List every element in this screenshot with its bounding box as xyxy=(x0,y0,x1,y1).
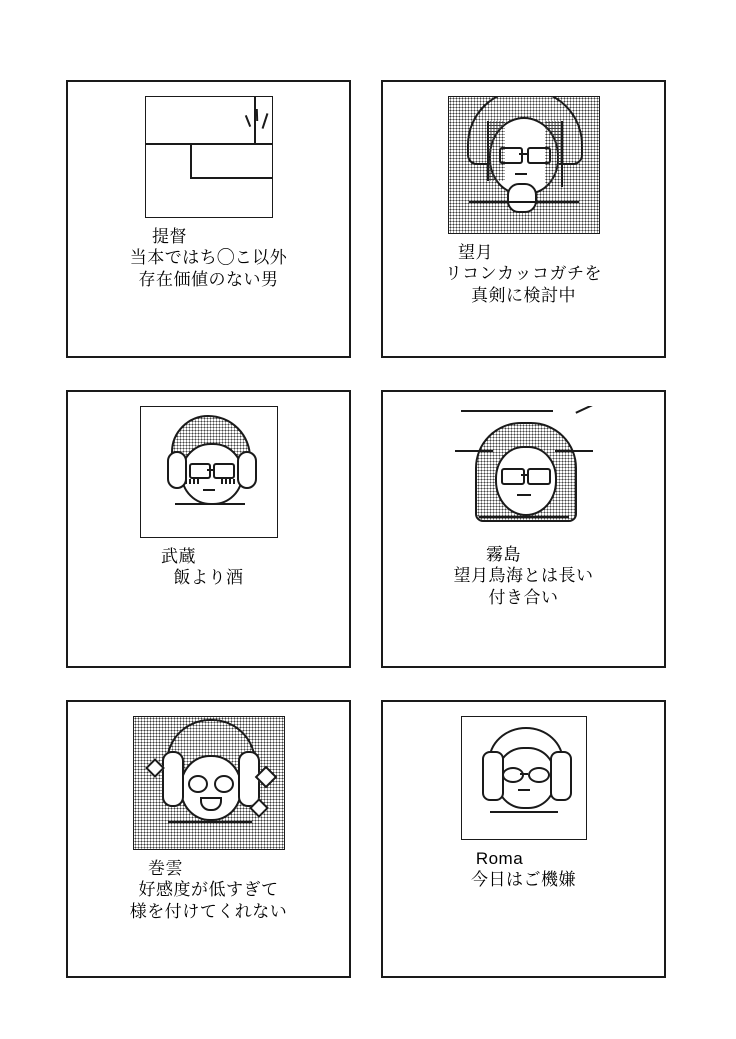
wall-line-right xyxy=(254,97,256,145)
glasses-bridge xyxy=(521,474,527,476)
panel-1-artwork xyxy=(145,96,273,218)
hair-antenna xyxy=(575,406,592,414)
glasses-lens-left-icon xyxy=(499,147,523,164)
glasses-bridge xyxy=(519,153,527,155)
eye-left xyxy=(188,775,208,793)
blush-right xyxy=(221,479,235,484)
hair-side-left xyxy=(162,751,184,807)
headgear-left xyxy=(455,450,493,452)
glasses-lens-right-icon xyxy=(528,767,550,783)
glasses-bridge xyxy=(520,773,528,775)
panel-5-artwork xyxy=(133,716,285,850)
glasses-lens-right-icon xyxy=(213,463,235,479)
mouth xyxy=(517,494,531,496)
headgear-right xyxy=(555,450,593,452)
wall-line-vertical xyxy=(190,143,192,179)
panel-5-caption xyxy=(68,858,349,922)
panel-2 xyxy=(381,80,666,358)
panel-5-caption-line-2: 様を付けてくれない xyxy=(129,901,288,921)
glasses-bridge xyxy=(207,469,213,471)
glasses-lens-left-icon xyxy=(189,463,211,479)
glasses-lens-left-icon xyxy=(502,767,524,783)
shoulders xyxy=(490,811,558,840)
panel-grid xyxy=(66,80,670,978)
shoulders xyxy=(479,516,569,536)
shoulders xyxy=(175,503,245,531)
panel-4-caption-line-1: 望月鳥海とは長い xyxy=(453,566,594,586)
hair-side-left xyxy=(482,751,504,801)
panel-3 xyxy=(66,390,351,668)
panel-1-caption-line-2: 存在価値のない男 xyxy=(138,269,279,289)
panel-1-caption-line-1: 当本ではち◯こ以外 xyxy=(129,248,288,268)
panel-6-caption-line-1: 今日はご機嫌 xyxy=(471,870,576,890)
panel-5-caption-line-1: 好感度が低すぎて xyxy=(138,880,279,900)
panel-4-caption-line-2: 付き合い xyxy=(488,587,559,607)
panel-6 xyxy=(381,700,666,978)
panel-2-artwork xyxy=(448,96,600,234)
panel-5-character-name: 巻雲 xyxy=(148,859,183,878)
panel-3-artwork xyxy=(140,406,278,538)
glasses-lens-left-icon xyxy=(501,468,525,485)
panel-3-caption xyxy=(68,546,349,589)
impact-line-icon xyxy=(244,115,250,127)
panel-5 xyxy=(66,700,351,978)
room-drawing xyxy=(146,97,272,217)
panel-2-caption-line-2: 真剣に検討中 xyxy=(471,285,576,305)
panel-6-character-name: Roma xyxy=(475,849,524,868)
panel-4-caption xyxy=(383,544,664,608)
glasses-lens-right-icon xyxy=(527,147,551,164)
wall-line-corner xyxy=(254,143,272,145)
mouth xyxy=(518,789,530,791)
panel-2-caption xyxy=(383,242,664,306)
panel-4-artwork xyxy=(449,406,599,536)
panel-3-caption-line-1: 飯より酒 xyxy=(173,568,244,588)
shoulders xyxy=(469,201,579,234)
wall-line-bottom xyxy=(190,177,272,179)
panel-2-character-name: 望月 xyxy=(458,243,493,262)
mouth xyxy=(515,173,527,175)
panel-3-character-name: 武蔵 xyxy=(161,547,196,566)
mouth xyxy=(203,489,215,491)
hair-tuft-right xyxy=(237,451,257,489)
impact-line-icon xyxy=(255,109,257,121)
shoulders xyxy=(168,821,252,850)
panel-6-caption xyxy=(383,848,664,891)
panel-1 xyxy=(66,80,351,358)
panel-4-character-name: 霧島 xyxy=(486,545,521,564)
panel-4 xyxy=(381,390,666,668)
impact-line-icon xyxy=(261,113,268,129)
eye-right xyxy=(214,775,234,793)
blush-left xyxy=(185,479,199,484)
glasses-lens-right-icon xyxy=(527,468,551,485)
background-line xyxy=(461,410,553,412)
hair-tuft-left xyxy=(167,451,187,489)
panel-6-artwork xyxy=(461,716,587,840)
panel-2-caption-line-1: リコンカッコガチを xyxy=(445,264,602,284)
panel-1-character-name: 提督 xyxy=(152,227,187,246)
hair-side-right xyxy=(550,751,572,801)
